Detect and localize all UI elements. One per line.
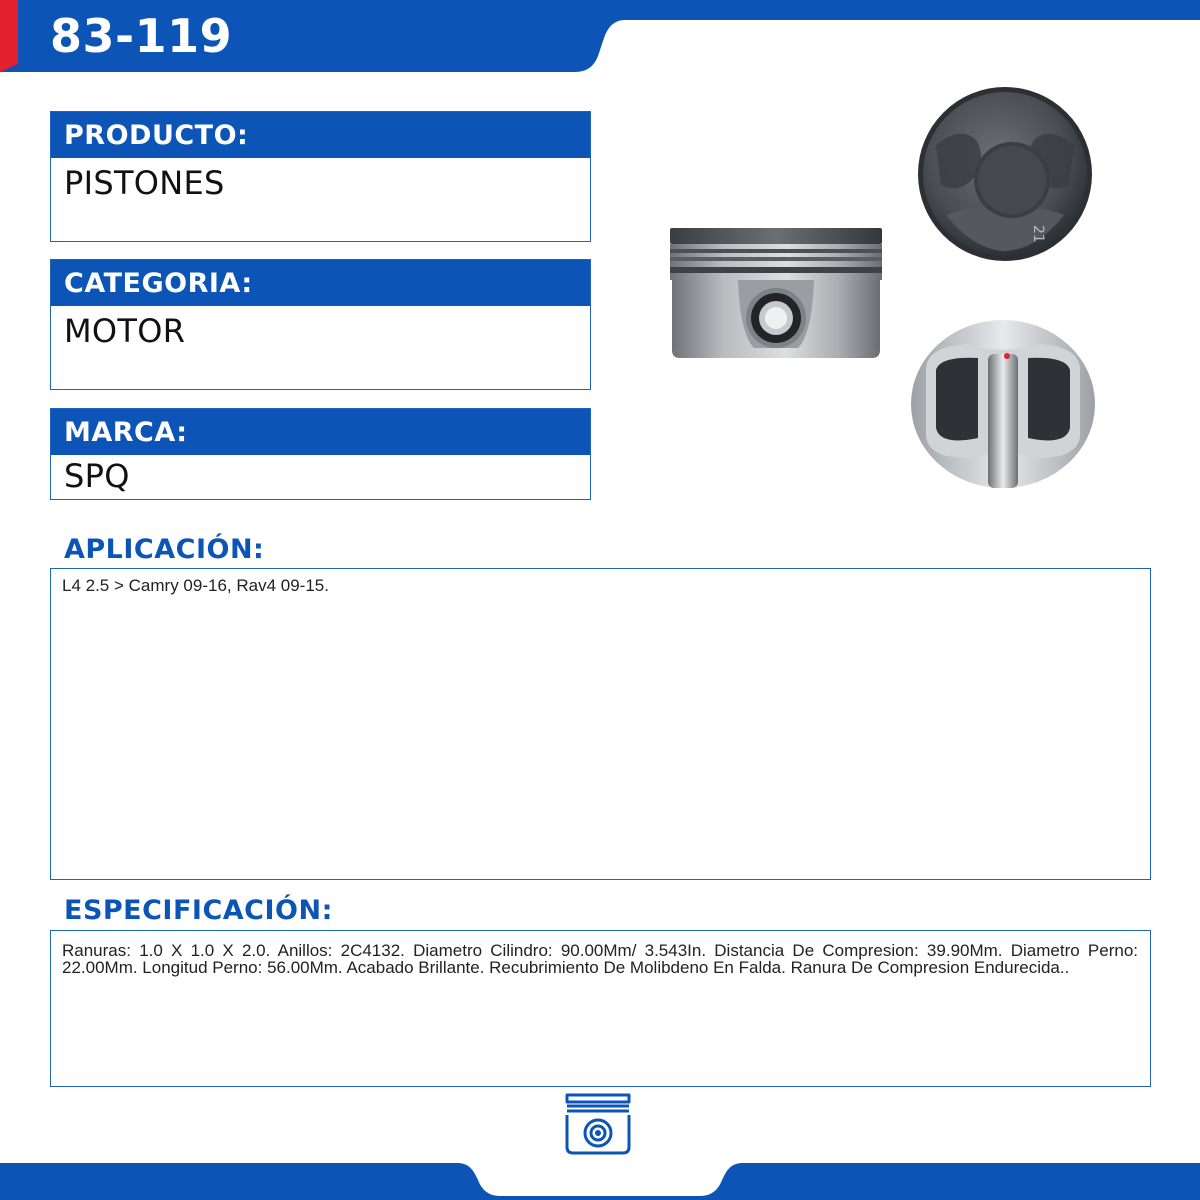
aplicacion-box <box>50 568 1151 880</box>
producto-label: PRODUCTO: <box>51 112 590 158</box>
footer-category-label: MOTOR <box>571 1160 629 1178</box>
part-number-title: 83-119 <box>50 9 233 63</box>
categoria-value: MOTOR <box>64 312 186 350</box>
especificacion-title: ESPECIFICACIÓN: <box>64 895 333 926</box>
piston-icon <box>562 1091 634 1155</box>
piston-top-photo <box>916 85 1094 263</box>
marca-box <box>50 408 591 500</box>
piston-bottom-photo <box>908 318 1098 490</box>
piston-top-marking: 21 <box>1030 225 1046 243</box>
categoria-label: CATEGORIA: <box>51 260 590 306</box>
piston-side-photo <box>668 222 884 362</box>
producto-value: PISTONES <box>64 164 225 202</box>
producto-box <box>50 111 591 242</box>
marca-label: MARCA: <box>51 409 590 455</box>
aplicacion-title: APLICACIÓN: <box>64 534 265 565</box>
categoria-box <box>50 259 591 390</box>
especificacion-text: Ranuras: 1.0 X 1.0 X 2.0. Anillos: 2C4132. Diametro Cilindro: 90.00Mm/ 3.543In. Distancia De Compresion: 39.90Mm. Diametro Perno: 22.00Mm. Longitud Perno: 56.00Mm. Acabado Brillante. Recubrimiento De Molibdeno En Falda. Ranura De Compresion Endurecida.. <box>62 941 1138 977</box>
marca-value: SPQ <box>64 457 130 495</box>
aplicacion-text: L4 2.5 > Camry 09-16, Rav4 09-15. <box>62 576 329 595</box>
especificacion-box <box>50 930 1151 1087</box>
